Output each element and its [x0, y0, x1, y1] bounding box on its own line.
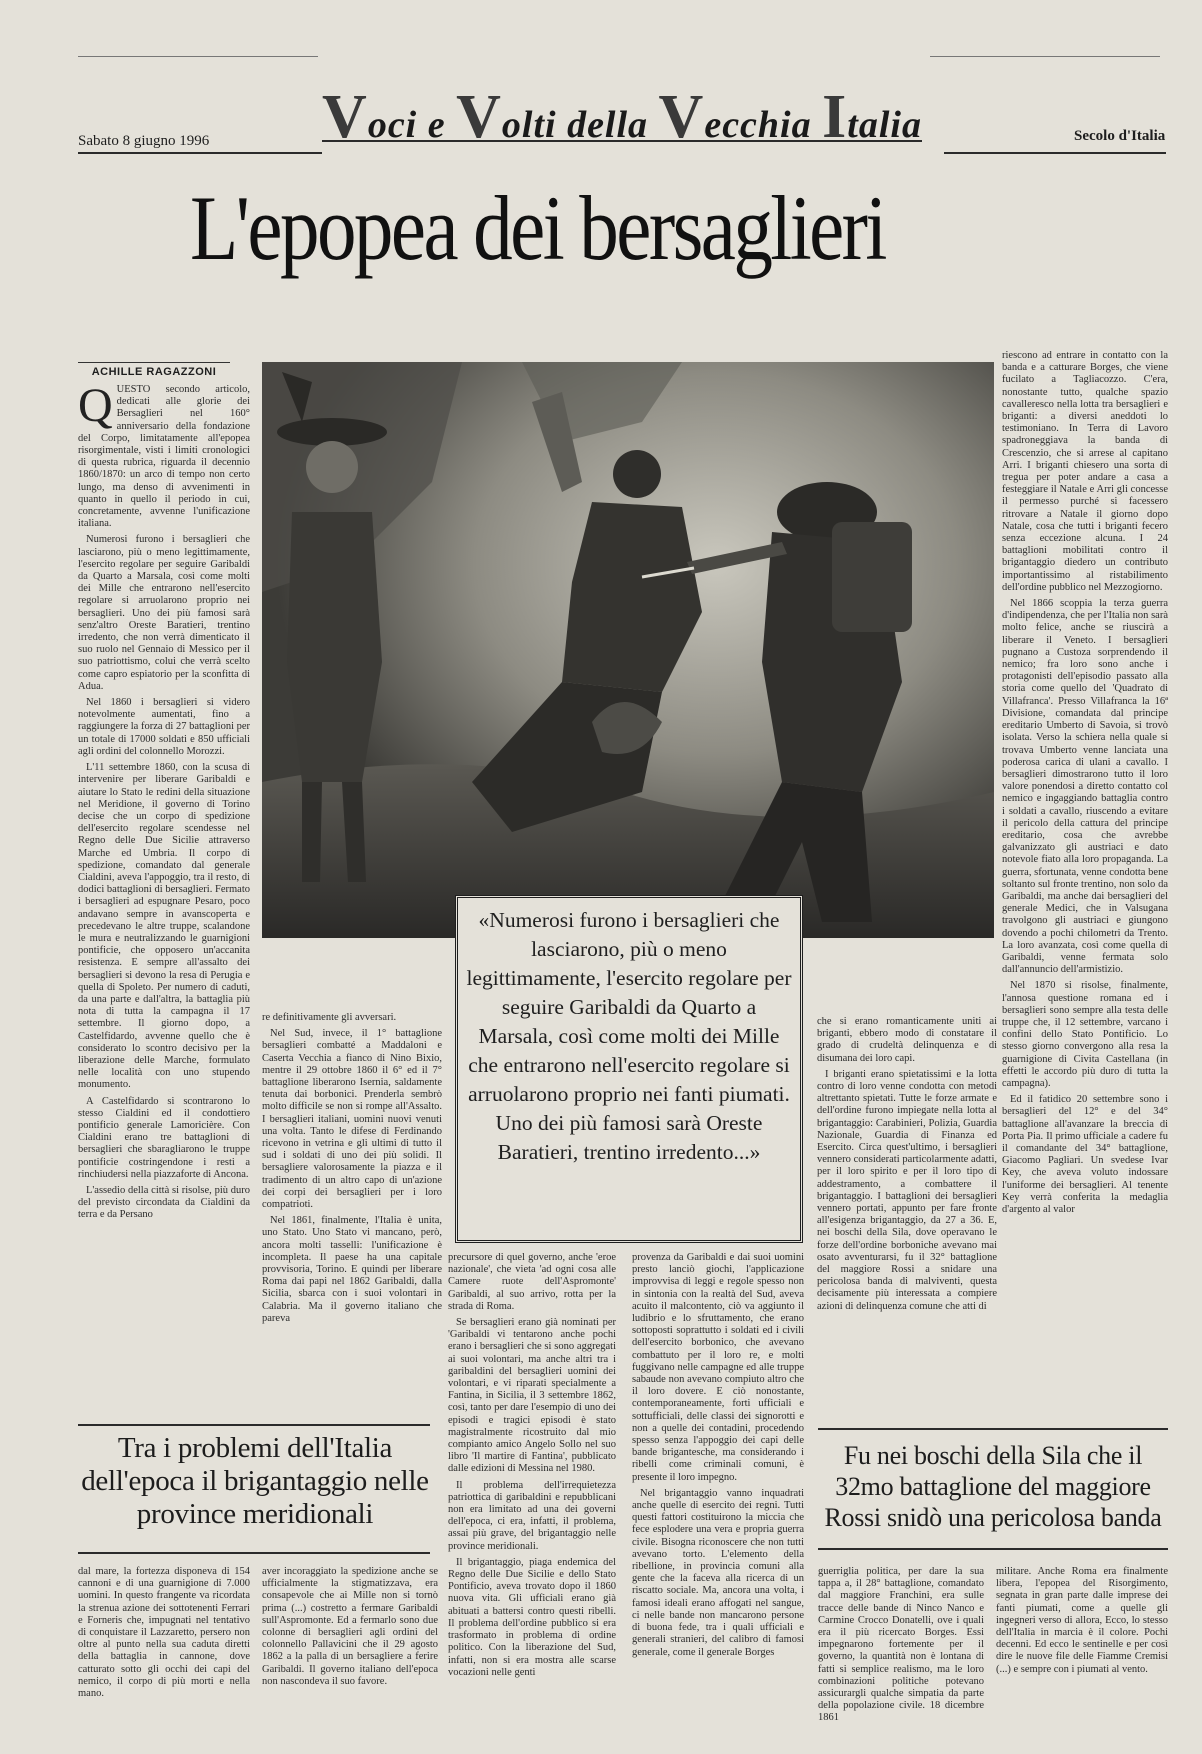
newspaper-name: Secolo d'Italia: [1074, 128, 1166, 144]
paragraph: Il problema dell'irrequietezza patriottica di garibaldini e repubblicani non era limitato ad una dei governi dell'epoca, ci era, infatti, il problema, assai più grave, del brigantaggio nelle province meridionali.: [448, 1479, 616, 1552]
article-column-6: [1002, 350, 1168, 1412]
article-column-2: [262, 1012, 442, 1412]
paragraph: Nel 1860 i bersaglieri si videro notevolmente aumentati, fino a raggiungere la forza di 27 battaglioni per un totale di 17000 soldati e 850 ufficiali agli ordini del colonnello Morozzi.: [78, 697, 251, 757]
pull-quote-text: «Numerosi furono i bersaglieri che lasciarono, più o meno legittimamente, l'esercito regolare per seguire Garibaldi da Quarto a Marsala, così come molti dei Mille che entrarono nell'esercito regolare si arruolarono proprio nei fanti piumati. Uno dei più famosi sarà Oreste Baratieri, trentino irredento...»: [466, 908, 792, 1164]
banner-part: Volti della: [456, 83, 659, 151]
illustration-image: [262, 362, 994, 938]
paragraph: Nel brigantaggio vanno inquadrati anche quelle di esercito dei regni. Tutti questi fattori costituirono la miccia che fece esplodere una vera e propria guerra civile. Bisogna riconoscere che non tutti avevano torto. L'elemento della ribellione, in provincia comuni alla gente che la faceva alla ricerca di un riscatto sociale. Ma, ancora una volta, i famosi ideali erano affogati nel sangue, ci nelle bande non mancarono persone di buona fede, tra i quali ufficiali e generali stranieri, del calibro di famosi generale, come il generale Borges: [632, 1487, 804, 1658]
banner-part: Vecchia: [658, 83, 823, 151]
subhead-rule-right-bottom: [818, 1548, 1168, 1550]
subhead-rule-left-bottom: [78, 1552, 430, 1554]
masthead-underline-right: [944, 152, 1166, 154]
paragraph: Nel 1870 si risolse, finalmente, l'annosa questione romana ed i bersaglieri sono sempre alla testa delle truppe che, il 12 settembre, varcano i confini dello Stato Pontificio. Lo stesso giorno convergono alla resa la guarnigione di Civita Castellana (in effetti le accordo più duro di tutta la campagna).: [1002, 980, 1168, 1089]
subhead-sila: Fu nei boschi della Sila che il 32mo battaglione del maggiore Rossi snidò una pericolosa banda: [824, 1441, 1162, 1532]
masthead-rule-right: [930, 56, 1160, 57]
paragraph: dal mare, la fortezza disponeva di 154 cannoni e di una guarnigione di 7.000 uomini. In questo frangente va ricordata la strenua azione dei sottotenenti Ferrari e Forneris che, impugnati nel tentativo di conquistare il Lazzaretto, persero non oltre al punto nella sua caduta diretti della battaglia in cannone, dove catturato sotto gli occhi dei capi del nemico, il corpo di più morti e nella mano.: [78, 1566, 250, 1700]
article-headline: L'epopea dei bersaglieri: [190, 177, 885, 279]
paragraph: Se bersaglieri erano già nominati per 'Garibaldi vi tentarono anche pochi erano i bersaglieri che si sono aggregati ai suoi volontari, ma anche altri tra i garibaldini del bersaglieri uomini dei volontari, e vi riparati specialmente a Fantina, in Sicilia, il 3 settembre 1862, così, tanto per dare l'esempio di uno dei episodi e tragici episodi è stato magistralmente ricostruito dal mio compianto amico Angelo Sollo nel suo libro 'Il martire di Fantina', pubblicato dalle edizioni di Messina nel 1980.: [448, 1317, 616, 1475]
article-column-3: [448, 1252, 616, 1678]
subhead-brigantaggio: Tra i problemi dell'Italia dell'epoca il brigantaggio nelle province meridionali: [81, 1432, 429, 1530]
paragraph: guerriglia politica, per dare la sua tappa a, il 28° battaglione, comandato dal maggiore Franchini, era sulle tracce delle bande di Ninco Nanco e Carmine Crocco Donatelli, ove i quali era il più ricercato Borges. Essi impegnarono fortemente per il governo, la quantità non è lontana di fatti si semplice realismo, ma le loro combinazioni politiche potevano assicurargli qualche simpatia da parte della popolazione civile. 18 dicembre 1861: [818, 1566, 984, 1724]
masthead-underline-left: [78, 152, 322, 154]
paragraph: I briganti erano spietatissimi e la lotta contro di loro venne condotta con metodi altrettanto spietati. Tutte le forze armate e dell'ordine furono impiegate nella lotta al brigantaggio: Carabinieri, Polizia, Guardia Nazionale, Guardia di Finanza ed Esercito. Circa quest'ultimo, i bersaglieri vennero considerati particolarmente adatti, per il loro spirito e per il loro tipo di addestramento, a combattere il brigantaggio. I battaglioni dei bersaglieri vennero portati, appunto per fare fronte all'esigenza brigantaggio, da 27 a 36. E, nei boschi della Sila, dove operavano le forze dell'ordine borboniche avevano mai osato avventurarsi, fu il 32° battaglione del maggiore Rossi a snidare una pericolosa banda di malviventi, questa decisamente più interessata a compiere azioni di delinquenza comune che atti di: [817, 1068, 997, 1312]
paragraph: militare. Anche Roma era finalmente libera, l'epopea del Risorgimento, segnata in gran parte dalle imprese dei fanti piumati, come a quelle gli ingegneri verso di allora, Ecco, lo stesso dell'Italia in marcia è il colore. Pochi decenni. Ed ecco le sentinelle e per così dire le nuove file delle Fiamme Cremisi (...) e sempre con i piumati al vento.: [996, 1566, 1168, 1675]
masthead-rule-left: [78, 56, 318, 57]
article-column-10: [996, 1566, 1168, 1752]
article-column-1: [78, 379, 251, 1264]
issue-date: Sabato 8 giugno 1996: [78, 133, 210, 149]
bersaglieri-illustration: [262, 362, 994, 938]
paragraph: Numerosi furono i bersaglieri che lasciarono, più o meno legittimamente, l'esercito regolare per seguire Garibaldi da Quarto a Marsala, così come molti dei Mille che entrarono nell'esercito regolare si arruolarono proprio nei bersaglieri. Uno dei più famosi sarà senz'altro Oreste Baratieri, trentino irredento, che non verrà dimenticato il suo ruolo nel Gennaio di Messico per il suo patriottismo, colui che verrà scelto come capro espiatorio per la sconfitta di Adua.: [78, 534, 250, 692]
paragraph: Ed il fatidico 20 settembre sono i bersaglieri del 12° e del 34° battaglione all'avanzare la breccia di Porta Pia. Il primo ufficiale a cadere fu il comandante del 34° battaglione, Giacomo Pagliari. Un svedese Ivar Key, che aveva voluto indossare l'uniforme dei bersaglieri. Al tenente Key verrà conferita la medaglia d'argento al valor: [1002, 1094, 1168, 1216]
paragraph: precursore di quel governo, anche 'eroe nazionale', che vieta 'ad ogni cosa alle Camere ruote dell'Aspromonte' Garibaldi, al suo arrivo, rotta per la strada di Roma.: [448, 1252, 616, 1312]
paragraph: provenza da Garibaldi e dai suoi uomini presto lanciò giochi, l'applicazione improvvisa di leggi e regole spesso non in sintonia con la realtà del Sud, aveva acuito il malcontento, ciò va aggiunto il ludibrio e lo sfruttamento, che erano sottoposti soprattutto i soldati ed i civili dell'esercito borbonico, che avevano combattuto per il loro re, e molti fuggivano nelle campagne ed alle truppe sabaude non avevano compiuto altro che il loro dovere. E ciò nonostante, contemporaneamente, forti ufficiali e sottufficiali, delle classi dei signorotti e non a quelle dei contadini, procedendo spesso senza l'appoggio dei capi delle bande brigantesche, ma considerando i ribelli come criminali comuni, è presente il loro impegno.: [632, 1252, 804, 1483]
paragraph: L'assedio della città si risolse, più duro del previsto circondata da Cialdini da terra e da Persano: [78, 1185, 250, 1221]
byline: ACHILLE RAGAZZONI: [91, 366, 217, 378]
subhead-rule-left-top: [78, 1424, 430, 1426]
article-column-9: [818, 1566, 984, 1752]
paragraph: Nel 1866 scoppia la terza guerra d'indipendenza, che per l'Italia non sarà molto felice, anche se riuscirà a liberare il Veneto. I bersaglieri pugnano a Custoza sorprendendo il nemico; fra loro sono anche i protagonisti dell'episodio passato alla storia come quello del 'Quadrato di Villafranca'. Presso Villafranca la 16ª Divisione, comandata dal principe ereditario Umberto di Savoia, si trovò isolata. Verso la schiera nella quale si trovava Umberto venne lanciata una poderosa carica di ulani a cavallo. I bersaglieri dimostrarono tutto il loro valore ponendosi a diretto contatto col nemico e ingaggiando battaglia contro i soldati a cavallo, riuscendo a evitare il pericolo della cattura del principe ereditario, cosa che avrebbe galvanizzato gli austriaci e dato notevole fiato alla loro propaganda. La guerra, sfortunata, venne condotta bene soltanto sul fronte trentino, non solo da Garibaldi, ma anche dai bersaglieri del generale Medici, che in Valsugana travolgono gli austriaci e giungono dovendo a pochi chilometri da Trento. La loro avanzata, così come quella di Garibaldi, venne fermata solo dall'annuncio dell'armistizio.: [1002, 598, 1168, 976]
paragraph: UESTO secondo articolo, dedicati alle glorie dei Bersaglieri nel 160° anniversario della fondazione del Corpo, limitatamente all'epopea risorgimentale, visti i limiti cronologici di questa rubrica, riguarda il decennio 1860/1870: un arco di tempo non certo lungo, ma denso di avvenimenti in quanto in quello il periodo in cui, concretamente, avvenne l'unificazione italiana.: [78, 384, 250, 530]
paragraph: L'11 settembre 1860, con la scusa di intervenire per liberare Garibaldi e aiutare lo Stato le redini della situazione nel Meridione, il governo di Torino decise che un corpo di spedizione dell'esercito regolare scendesse nel Regno delle Due Sicilie attraverso Marche ed Umbria. Il corpo di spedizione, comandato dal generale Cialdini, aveva l'appoggio, tra il resto, di dodici battaglioni di bersaglieri. Fermato i bersaglieri ad espugnare Pesaro, poco andavano sempre in avanscoperta e precedevano le altre truppe, scalandone le mura e neutralizzando le guarnigioni pontificie, che opposero un'accanita resistenza. E sempre all'assalto dei bersaglieri si devono la resa di Perugia e quella di Spoleto. Per numero di caduti, da una parte e dall'altra, la battaglia più nota di tutta la campagna il 17 settembre. Il giorno dopo, a Castelfidardo, avvenne quello che è considerato lo scontro decisivo per la liberazione delle Marche, formulato nelle località con uno stupendo monumento.: [78, 762, 250, 1091]
paragraph: che si erano romanticamente uniti ai briganti, ebbero modo di constatare il grado di crudeltà delinquenza e di disumana dei loro capi.: [817, 1016, 997, 1064]
paragraph: aver incoraggiato la spedizione anche se ufficialmente la stigmatizzava, era consapevole che ai Mille non si tornò prima (...) costretto a fermare Garibaldi sull'Aspromonte. Ed a fermarlo sono due colonne di bersaglieri agli ordini del colonnello Pallavicini che il 29 agosto 1862 a la palla di un bersagliere a ferire Garibaldi. Il governo italiano dell'epoca non nascondeva il suo favore.: [262, 1566, 438, 1687]
paragraph: re definitivamente gli avversari.: [262, 1012, 397, 1023]
paragraph: riescono ad entrare in contatto con la banda e a catturare Borges, che viene fucilato a Tagliacozzo. C'era, nonostante tutto, qualche spazio cavalleresco nella lotta tra bersaglieri e briganti: a diversi aneddoti lo testimoniano. In Terra di Lavoro spadroneggiava la banda di Crescenzio, che si arrese al capitano Arri. I briganti chiesero una sorta di tregua per poter andare a casa a festeggiare il Natale e Arri gli concesse il permesso purché si facessero ritrovare a Natale il giorno dopo Natale, cosa che tutti i briganti fecero senza eccezione alcuna. I 24 battaglioni mobilitati contro il brigantaggio diedero un contributo importantissimo al ristabilimento dell'ordine pubblico nel Mezzogiorno.: [1002, 350, 1168, 593]
paragraph: Nel Sud, invece, il 1° battaglione bersaglieri combatté a Maddaloni e Caserta Vecchia a fianco di Nino Bixio, mentre il 29 ottobre 1860 il 6° ed il 7° battaglione liberarono Isernia, saldamente tenuta dai borbonici. Prenderla sembrò molto difficile se non si rompe all'Assalto. I bersaglieri italiani, uomini nuovi venuti una volta. Tanto le difese di Ferdinando ricevono in vetrina e gli ultimi di tutto il sud i soldati di uno dei più solidi. Il bersagliere valorosamente la piazza e il tradimento di un altro capo di un'azione dei corpi dei bersaglieri per i loro compatrioti.: [262, 1028, 442, 1211]
subhead-rule-right-top: [818, 1428, 1168, 1430]
banner-part: Voci e: [322, 83, 457, 151]
pull-quote: [455, 895, 803, 1243]
byline-rule: [78, 362, 230, 363]
drop-cap: Q: [78, 379, 113, 432]
paragraph: Nel 1861, finalmente, l'Italia è unita, uno Stato. Uno Stato vi mancano, però, ancora molti tasselli: l'unificazione è incompleta. Il paese ha una capitale provvisoria, Torino. E quindi per liberare Roma dai papi nel 1862 Garibaldi, dalla Sicilia, sbarca con i suoi volontari in Calabria. Ma il governo italiano che pareva: [262, 1215, 442, 1324]
paragraph: A Castelfidardo si scontrarono lo stesso Cialdini ed il condottiero pontificio generale Lamoricière. Con Cialdini erano tre battaglioni di bersaglieri che sbaragliarono le truppe pontificie costringendone i resti a rinchiudersi nella piazzaforte di Ancona.: [78, 1095, 250, 1180]
banner-part: Italia: [822, 83, 922, 151]
section-banner: [322, 82, 922, 151]
article-column-4: [817, 1016, 997, 1396]
paragraph: Il brigantaggio, piaga endemica del Regno delle Due Sicilie e dello Stato Pontificio, aveva trovato dopo il 1860 nuova vita. Gli ufficiali erano già abituati a battersi contro questi ribelli. Il problema dell'ordine pubblico si era trasformato in problema di ordine politico. Con la liberazione del Sud, infatti, non si era mostra alle scarse vocazioni nelle genti: [448, 1556, 616, 1678]
article-column-7: [78, 1566, 250, 1752]
article-column-5: [632, 1252, 804, 1752]
article-column-8: [262, 1566, 438, 1752]
